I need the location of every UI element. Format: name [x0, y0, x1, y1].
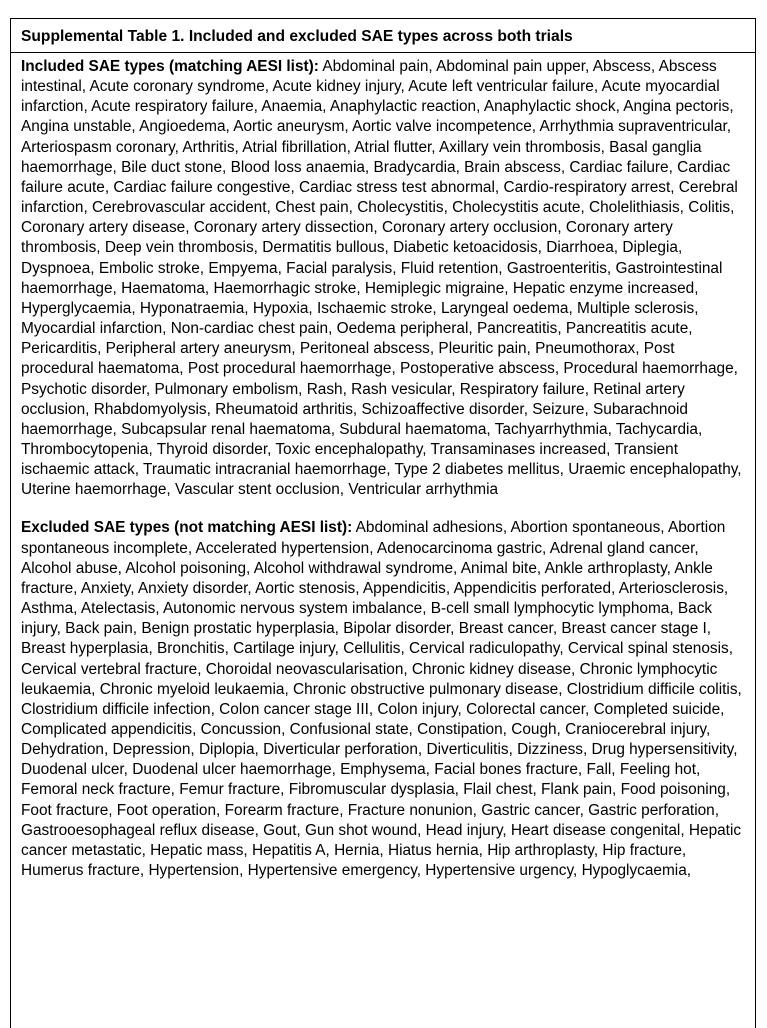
included-list: Abdominal pain, Abdominal pain upper, Abscess, Abscess intestinal, Acute coronary syndrome, Acute kidney injury, Acute left ventricular failure, Acute myocardial infarction, Acute respiratory failure, Anaemia, Anaphylactic reaction, Anaphylactic shock, Angina pectoris, Angina unstable, Angioedema, Aortic aneurysm, Aortic valve incompetence, Arrhythmia supraventricular, Arteriospasm coronary, Arthritis, Atrial fibrillation, Atrial flutter, Axillary vein thrombosis, Basal ganglia haemorrhage, Bile duct stone, Blood loss anaemia, Bradycardia, Brain abscess, Cardiac failure, Cardiac failure acute, Cardiac failure congestive, Cardiac stress test abnormal, Cardio-respiratory arrest, Cerebral infarction, Cerebrovascular accident, Chest pain, Cholecystitis, Cholecystitis acute, Cholelithiasis, Colitis, Coronary artery disease, Coronary artery dissection, Coronary artery occlusion, Coronary artery thrombosis, Deep vein thrombosis, Dermatitis bullous, Diabetic ketoacidosis, Diarrhoea, Diplegia, Dyspnoea, Embolic stroke, Empyema, Facial paralysis, Fluid retention, Gastroenteritis, Gastrointestinal haemorrhage, Haematoma, Haemorrhagic stroke, Hemiplegic migraine, Hepatic enzyme increased, Hyperglycaemia, Hyponatraemia, Hypoxia, Ischaemic stroke, Laryngeal oedema, Multiple sclerosis, Myocardial infarction, Non-cardiac chest pain, Oedema peripheral, Pancreatitis, Pancreatitis acute, Pericarditis, Peripheral artery aneurysm, Peritoneal abscess, Pleuritic pain, Pneumothorax, Post procedural haematoma, Post procedural haemorrhage, Postoperative abscess, Procedural haemorrhage, Psychotic disorder, Pulmonary embolism, Rash, Rash vesicular, Respiratory failure, Retinal artery occlusion, Rhabdomyolysis, Rheumatoid arthritis, Schizoaffective disorder, Seizure, Subarachnoid haemorrhage, Subcapsular renal haematoma, Subdural haematoma, Tachyarrhythmia, Tachycardia, Thrombocytopenia, Thyroid disorder, Toxic encephalopathy, Transaminases increased, Transient ischaemic attack, Traumatic intracranial haemorrhage, Type 2 diabetes mellitus, Uraemic encephalopathy, Uterine haemorrhage, Vascular stent occlusion, Ventricular arrhythmia: [21, 58, 742, 499]
table-body: [11, 53, 755, 881]
excluded-paragraph: [21, 518, 746, 881]
table-title: Supplemental Table 1. Included and excluded SAE types across both trials: [11, 19, 755, 53]
supplemental-table: [10, 18, 756, 1028]
included-paragraph: [21, 57, 746, 500]
excluded-list: Abdominal adhesions, Abortion spontaneous, Abortion spontaneous incomplete, Accelerated hypertension, Adenocarcinoma gastric, Adrenal gland cancer, Alcohol abuse, Alcohol poisoning, Alcohol withdrawal syndrome, Animal bite, Ankle arthroplasty, Ankle fracture, Anxiety, Anxiety disorder, Aortic stenosis, Appendicitis, Appendicitis perforated, Arteriosclerosis, Asthma, Atelectasis, Autonomic nervous system imbalance, B-cell small lymphocytic lymphoma, Back injury, Back pain, Benign prostatic hyperplasia, Bipolar disorder, Breast cancer, Breast cancer stage I, Breast hyperplasia, Bronchitis, Cartilage injury, Cellulitis, Cervical radiculopathy, Cervical spinal stenosis, Cervical vertebral fracture, Choroidal neovascularisation, Chronic kidney disease, Chronic lymphocytic leukaemia, Chronic myeloid leukaemia, Chronic obstructive pulmonary disease, Clostridium difficile colitis, Clostridium difficile infection, Colon cancer stage III, Colon injury, Colorectal cancer, Completed suicide, Complicated appendicitis, Concussion, Confusional state, Constipation, Cough, Craniocerebral injury, Dehydration, Depression, Diplopia, Diverticular perforation, Diverticulitis, Dizziness, Drug hypersensitivity, Duodenal ulcer, Duodenal ulcer haemorrhage, Emphysema, Facial bones fracture, Fall, Feeling hot, Femoral neck fracture, Femur fracture, Fibromuscular dysplasia, Flail chest, Flank pain, Food poisoning, Foot fracture, Foot operation, Forearm fracture, Fracture nonunion, Gastric cancer, Gastric perforation, Gastrooesophageal reflux disease, Gout, Gun shot wound, Head injury, Heart disease congenital, Hepatic cancer metastatic, Hepatic mass, Hepatitis A, Hernia, Hiatus hernia, Hip arthroplasty, Hip fracture, Humerus fracture, Hypertension, Hypertensive emergency, Hypertensive urgency, Hypoglycaemia,: [21, 519, 742, 880]
excluded-label: Excluded SAE types (not matching AESI list):: [21, 519, 353, 537]
included-label: Included SAE types (matching AESI list):: [21, 58, 319, 75]
